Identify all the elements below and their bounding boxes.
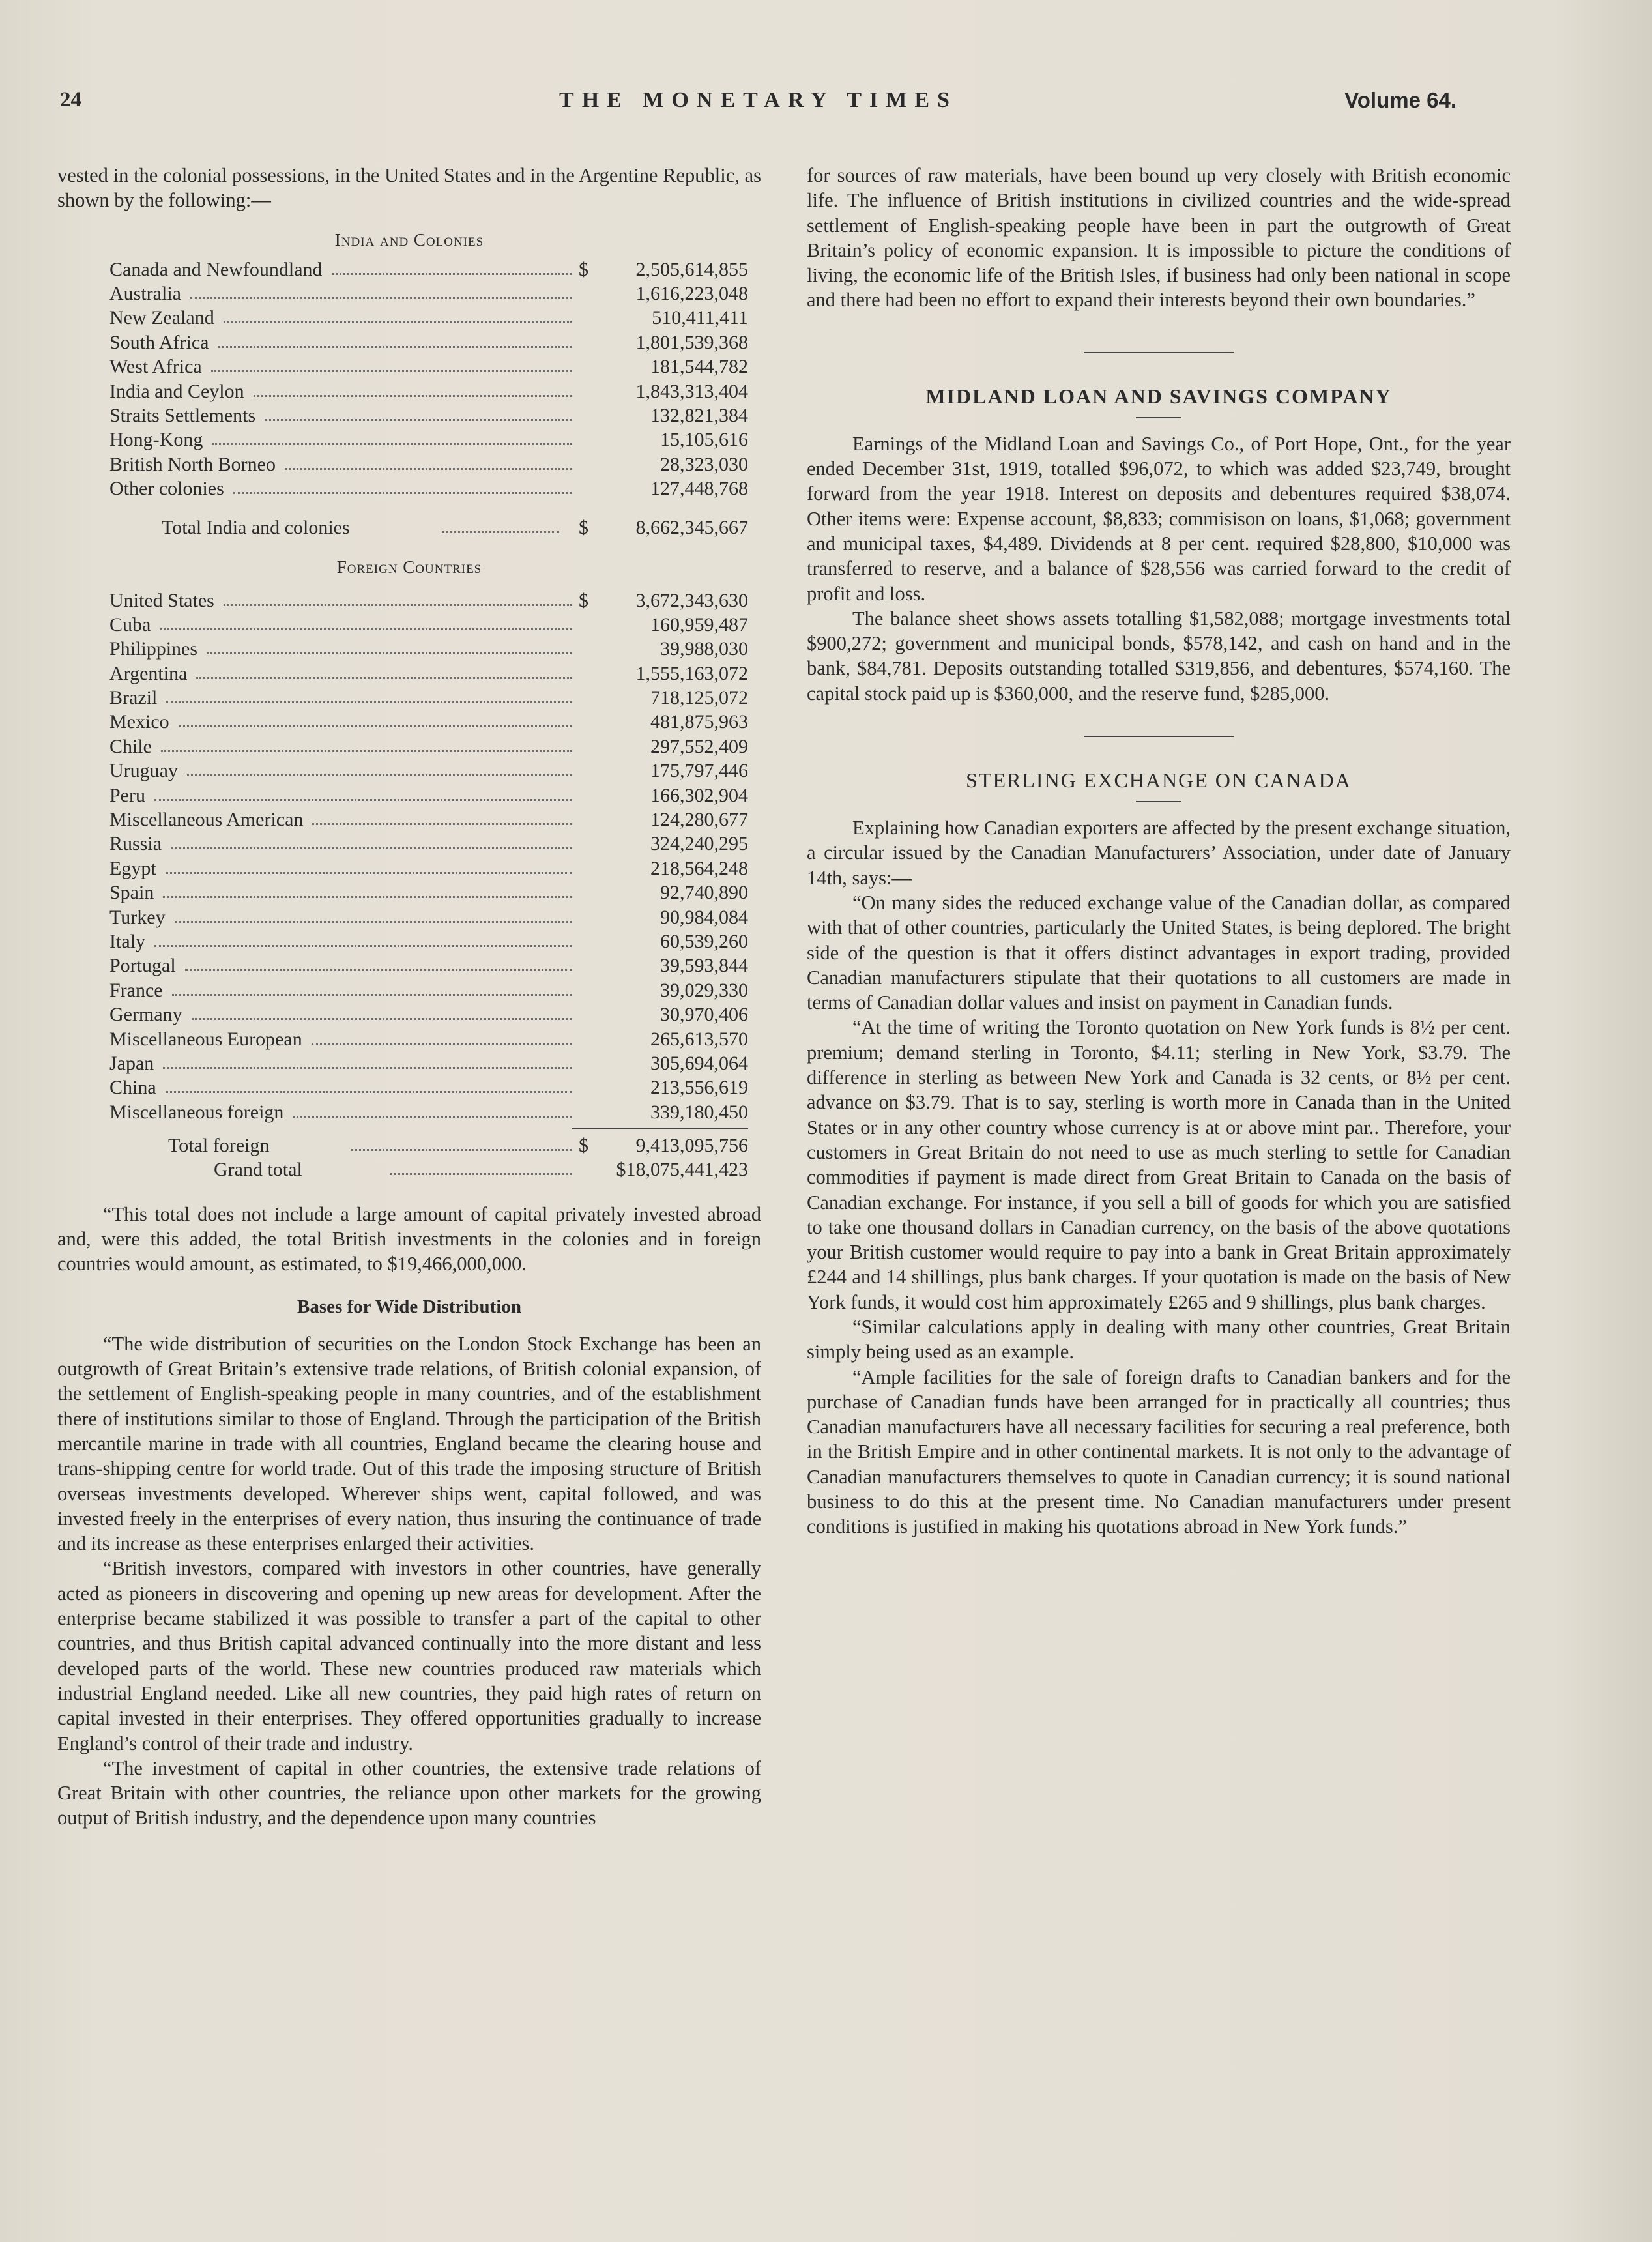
dot-leader	[166, 701, 572, 703]
row-label: Other colonies	[109, 478, 224, 500]
row-label: Straits Settlements	[109, 404, 256, 426]
sterling-paragraph-4: “Similar calculations apply in dealing with many other countries, Great Britain simply being used as an example.	[807, 1315, 1511, 1363]
dot-leader	[254, 395, 572, 397]
dot-leader	[196, 677, 572, 679]
sterling-paragraph-1: Explaining how Canadian exporters are affected by the present exchange situation, a circular issued by the Canadian Manufacturers’ Association, under date of January 14th, says:—	[807, 817, 1511, 889]
row-label: France	[109, 979, 163, 1001]
continuation-paragraph: for sources of raw materials, have been bound up very closely with British economic life. The influence of British institutions in civilized countries and the wide-spread settlement of English-speaking people have been in part the outgrowth of Great Britain’s policy of economic expansion. It is impossible to picture the conditions of living, the economic life of the British Isles, if business had only been national in scope and there had been no effort to expand their interests beyond their own boundaries.”	[807, 164, 1511, 312]
row-label: Mexico	[109, 711, 169, 733]
dot-leader	[293, 1116, 572, 1118]
row-label: Spain	[109, 882, 154, 904]
row-label: Egypt	[109, 857, 156, 879]
sterling-paragraph-3: “At the time of writing the Toronto quotation on New York funds is 8½ per cent. premium; demand sterling in Toronto, $4.11; sterling in New York, $3.79. The difference in sterling as between New York and Canada is 32 cents, or 8½ per cent. advance on $3.79. That is to say, sterling is worth more in Canada than in the United States or in any other country whose currency is at or above mint par.. Therefore, your customers in Great Britain do not need to use as much sterling to settle for Canadian commodities if payment is made direct from Great Britain to Canada on the basis of Canadian exchange. For instance, if you sell a bill of goods for which you are satisfied to take one thousand dollars in Canadian currency, on the basis of the above quotations your British customer would require to pay into a bank in Great Britain approximately £244 and 14 shillings, plus bank charges. If your quotation is made on the basis of New York funds, it would cost him approximately £265 and 9 shillings, plus bank charges.	[807, 1016, 1511, 1313]
dot-leader	[172, 994, 572, 996]
row-amount: 1,801,539,368	[635, 331, 748, 353]
row-label: Italy	[109, 930, 145, 952]
table-row	[57, 589, 761, 613]
row-amount: 718,125,072	[650, 687, 748, 709]
table-row	[57, 783, 761, 808]
table-row	[57, 662, 761, 686]
row-label: China	[109, 1077, 156, 1099]
table-row	[57, 613, 761, 637]
total-rule	[572, 1128, 748, 1129]
row-label: Argentina	[109, 662, 188, 684]
row-amount: 160,959,487	[650, 613, 748, 635]
table-row	[57, 1075, 761, 1099]
bases-paragraph-1: “The wide distribution of securities on the London Stock Exchange has been an outgrowth of Great Britain’s extensive trade relations, of British colonial expansion, of the settlement of English-speaking people in many countries, and of the establishment there of institutions similar to those of England. Through the participation of the British mercantile marine in trade with all countries, England became the clearing house and trans-shipping centre for world trade. Out of this trade the imposing structure of British overseas investments developed. Wherever ships went, capital followed, and was invested freely in the enterprises of every nation, thus insuring the continuance of trade and its increase as these enterprises enlarged their activities.	[57, 1332, 761, 1555]
dot-leader	[312, 823, 572, 825]
table-row	[57, 1002, 761, 1026]
india-total-label: Total India and colonies	[162, 516, 350, 538]
row-amount: 297,552,409	[650, 735, 748, 757]
row-label: New Zealand	[109, 307, 214, 329]
india-total-dollar: $	[579, 516, 588, 538]
row-amount: 127,448,768	[650, 478, 748, 500]
table-row	[57, 710, 761, 734]
volume-label: Volume 64.	[1344, 88, 1456, 112]
sterling-title: STERLING EXCHANGE ON CANADA	[966, 768, 1352, 793]
table-row	[57, 476, 761, 501]
masthead: THE MONETARY TIMES	[559, 88, 957, 112]
dot-leader	[161, 750, 572, 752]
dot-leader	[192, 1018, 572, 1020]
row-amount: 39,593,844	[660, 955, 748, 977]
foreign-total-row	[57, 1133, 761, 1157]
foreign-total-amount: 9,413,095,756	[635, 1135, 748, 1157]
dot-leader	[166, 872, 572, 874]
row-label: Turkey	[109, 906, 166, 928]
dot-leader	[212, 443, 572, 445]
midland-paragraph-1: Earnings of the Midland Loan and Savings Co., of Port Hope, Ont., for the year ended December 31st, 1919, totalled $96,072, to which was added $23,749, brought forward from the year 1918. Interest on deposits and debentures required $38,074. Other items were: Expense account, $8,833; commisison on loans, $1,068; government and municipal taxes, $4,489. Dividends at 8 per cent. required $28,800, $10,000 was transferred to reserve, and a balance of $28,556 was carried forward to the credit of profit and loss.	[807, 432, 1511, 605]
intro-paragraph: vested in the colonial possessions, in the United States and in the Argentine Republic, as shown by the following:—	[57, 164, 761, 212]
dot-leader	[160, 628, 572, 630]
foreign-total-label: Total foreign	[168, 1135, 270, 1157]
row-amount: 218,564,248	[650, 857, 748, 879]
dot-leader	[166, 1091, 572, 1093]
left-column	[57, 163, 761, 1831]
row-amount: 2,505,614,855	[635, 258, 748, 280]
row-label: United States	[109, 589, 214, 611]
row-amount: 1,555,163,072	[635, 662, 748, 684]
bases-paragraph-3: “The investment of capital in other countries, the extensive trade relations of Great Britain with other countries, the reliance upon other markets for the growing output of British industry, and the dependence upon many countries	[57, 1756, 761, 1829]
dot-leader	[185, 969, 572, 971]
row-amount: 30,970,406	[660, 1004, 748, 1026]
sterling-paragraph-5: “Ample facilities for the sale of foreign drafts to Canadian bankers and for the purchase of Canadian funds have been arranged for in practically all countries; thus Canadian manufacturers have all necessary facilities for securing a real preference, both in the British Empire and in other continental markets. It is not only to the advantage of Canadian manufacturers themselves to quote in Canadian currency; it is sound national business to do this at the present time. No Canadian manufacturers under present conditions is justified in making his quotations abroad in New York funds.”	[807, 1365, 1511, 1538]
grand-total-amount: $18,075,441,423	[616, 1159, 748, 1181]
row-label: Canada and Newfoundland	[109, 258, 323, 280]
row-amount: 481,875,963	[650, 711, 748, 733]
midland-paragraph-2: The balance sheet shows assets totalling $1,582,088; mortgage investments total $900,272; government and municipal bonds, $578,142, and cash on hand and in the bank, $84,781. Deposits outstanding totalled $319,856, and debentures, $574,160. The capital stock paid up is $360,000, and the reserve fund, $285,000.	[807, 607, 1511, 705]
dot-leader	[163, 1067, 572, 1069]
foreign-total-dollar: $	[579, 1135, 588, 1157]
row-dollar-sign: $	[579, 589, 588, 611]
dot-leader	[218, 346, 572, 348]
table-row	[57, 306, 761, 330]
row-label: Germany	[109, 1004, 182, 1026]
row-amount: 305,694,064	[650, 1052, 748, 1074]
grand-total-label: Grand total	[214, 1159, 302, 1181]
table-row	[57, 832, 761, 856]
dot-leader	[154, 945, 572, 947]
dot-leader	[154, 799, 572, 801]
table-row	[57, 978, 761, 1002]
row-amount: 339,180,450	[650, 1101, 748, 1123]
row-label: Cuba	[109, 613, 151, 635]
dot-leader	[190, 297, 572, 299]
row-amount: 39,988,030	[660, 638, 748, 660]
row-label: South Africa	[109, 331, 209, 353]
table-row	[57, 929, 761, 954]
row-label: Philippines	[109, 638, 198, 660]
table-row	[57, 637, 761, 661]
row-amount: 132,821,384	[650, 404, 748, 426]
table-row	[57, 452, 761, 476]
row-amount: 166,302,904	[650, 784, 748, 806]
table-row	[57, 1027, 761, 1051]
row-label: Hong-Kong	[109, 429, 203, 451]
row-label: Australia	[109, 282, 181, 304]
dot-leader	[233, 492, 572, 494]
dot-leader	[163, 896, 572, 898]
row-label: Peru	[109, 784, 145, 806]
row-amount: 92,740,890	[660, 882, 748, 904]
grand-total-row	[57, 1157, 761, 1182]
row-amount: 181,544,782	[650, 356, 748, 378]
row-amount: 1,843,313,404	[635, 380, 748, 402]
row-label: Miscellaneous European	[109, 1028, 302, 1050]
table-row	[57, 1051, 761, 1075]
row-label: West Africa	[109, 356, 202, 378]
row-label: Miscellaneous American	[109, 809, 304, 831]
dot-leader	[207, 652, 572, 654]
row-amount: 324,240,295	[650, 833, 748, 855]
table-row	[57, 735, 761, 759]
row-amount: 60,539,260	[660, 930, 748, 952]
row-amount: 28,323,030	[660, 453, 748, 475]
india-total-row	[57, 516, 761, 542]
table-row	[57, 282, 761, 306]
table-row	[57, 428, 761, 452]
row-label: Uruguay	[109, 760, 178, 782]
dot-leader	[179, 725, 572, 727]
row-label: Japan	[109, 1052, 154, 1074]
row-amount: 510,411,411	[652, 307, 748, 329]
dot-leader	[171, 847, 572, 849]
dot-leader	[187, 774, 572, 776]
table-row	[57, 355, 761, 379]
row-label: British North Borneo	[109, 453, 276, 475]
foreign-countries-table	[57, 589, 761, 1125]
row-label: Portugal	[109, 955, 176, 977]
row-amount: 213,556,619	[650, 1077, 748, 1099]
dot-leader	[312, 1043, 572, 1045]
table-row	[57, 379, 761, 403]
row-dollar-sign: $	[579, 258, 588, 280]
india-colonies-table	[57, 257, 761, 501]
row-amount: 3,672,343,630	[635, 589, 748, 611]
table-row	[57, 759, 761, 783]
table-row	[57, 257, 761, 282]
table-row	[57, 808, 761, 832]
row-amount: 265,613,570	[650, 1028, 748, 1050]
table-row	[57, 403, 761, 428]
row-amount: 124,280,677	[650, 809, 748, 831]
dot-leader	[211, 370, 572, 372]
dot-leader	[285, 468, 572, 470]
row-amount: 15,105,616	[660, 429, 748, 451]
row-label: Miscellaneous foreign	[109, 1101, 284, 1123]
table-row	[57, 856, 761, 881]
row-label: Brazil	[109, 687, 158, 709]
sterling-paragraph-2: “On many sides the reduced exchange value of the Canadian dollar, as compared with that of other countries, particularly the United States, is being deplored. The bright side of the question is that it offers distinct advantages in export trading, provided Canadian manufacturers stipulate that their quotations to all customers are made in terms of Canadian dollar values and insist on payment in Canadian funds.	[807, 891, 1511, 1014]
foreign-heading: Foreign Countries	[336, 557, 482, 577]
page-header	[60, 88, 1456, 122]
india-total-amount: 8,662,345,667	[635, 516, 748, 538]
table-row	[57, 881, 761, 905]
bases-paragraph-2: “British investors, compared with investors in other countries, have generally acted as pioneers in discovering and opening up new areas for development. After the enterprise became stabilized it was possible to transfer a part of the capital to other countries, and thus British capital advanced continually into the more distant and less developed parts of the world. These new countries produced raw materials which industrial England needed. Like all new countries, they paid high rates of return on capital invested in their enterprises. They offered opportunities gradually to increase England’s control of their trade and industry.	[57, 1557, 761, 1754]
page-number: 24	[60, 88, 81, 111]
midland-title: MIDLAND LOAN AND SAVINGS COMPANY	[925, 384, 1392, 408]
table-row	[57, 954, 761, 978]
table-row	[57, 1100, 761, 1124]
dot-leader	[224, 321, 572, 323]
row-label: Chile	[109, 735, 152, 757]
dot-leader	[265, 419, 572, 421]
right-column	[807, 163, 1511, 1539]
dot-leader	[332, 273, 572, 275]
dot-leader	[175, 921, 572, 923]
row-amount: 175,797,446	[650, 760, 748, 782]
row-label: India and Ceylon	[109, 380, 244, 402]
table-row	[57, 330, 761, 355]
row-amount: 39,029,330	[660, 979, 748, 1001]
row-amount: 1,616,223,048	[635, 282, 748, 304]
row-label: Russia	[109, 833, 162, 855]
dot-leader	[224, 604, 572, 606]
row-amount: 90,984,084	[660, 906, 748, 928]
india-heading: India and Colonies	[334, 229, 484, 250]
para-after-table: “This total does not include a large amount of capital privately invested abroad and, were this added, the total British investments in the colonies and in foreign countries would amount, as estimated, to $19,466,000,000.	[57, 1202, 761, 1275]
bases-heading: Bases for Wide Distribution	[297, 1296, 522, 1317]
table-row	[57, 686, 761, 710]
table-row	[57, 905, 761, 929]
